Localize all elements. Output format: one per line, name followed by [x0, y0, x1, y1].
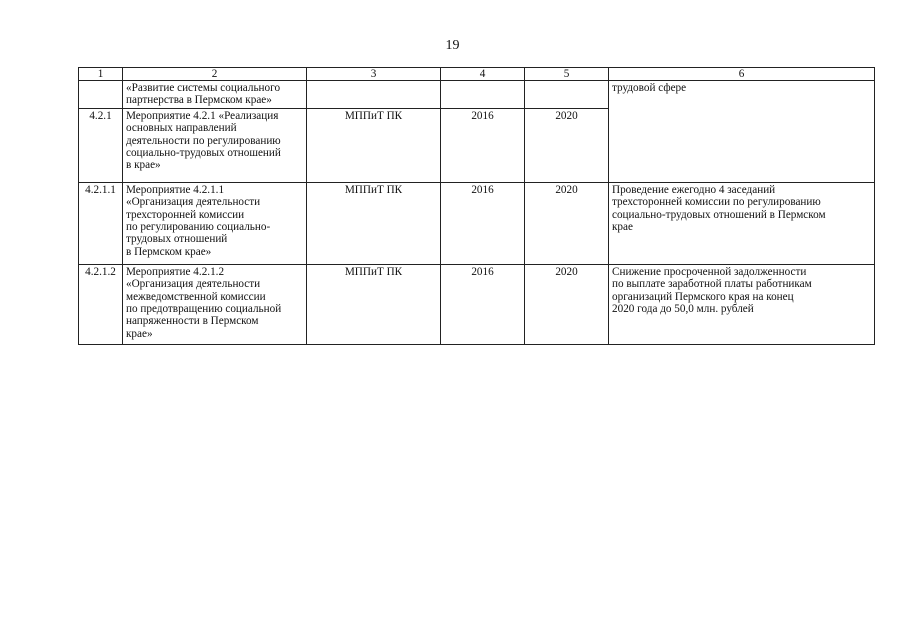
activity-name-line: Мероприятие 4.2.1 «Реализация — [126, 109, 279, 122]
end-year-cell: 2020 — [525, 264, 609, 344]
result-cell — [609, 81, 875, 109]
result-line: социально-трудовых отношений в Пермском — [612, 208, 826, 221]
start-year-cell — [441, 81, 525, 109]
header-cell: 2 — [123, 68, 307, 81]
row-number-cell — [79, 81, 123, 109]
table-header-row — [79, 68, 875, 81]
activity-name-line: Мероприятие 4.2.1.2 — [126, 265, 225, 278]
activity-name-line: по предотвращению социальной — [126, 303, 282, 316]
result-cell — [609, 108, 875, 182]
activity-name-line: крае» — [126, 327, 153, 340]
result-line: трехсторонней комиссии по регулированию — [612, 196, 821, 209]
result-line: Проведение ежегодно 4 заседаний — [612, 183, 776, 196]
activity-name-line: «Организация деятельности — [126, 196, 261, 209]
result-line: Снижение просроченной задолженности — [612, 265, 807, 278]
result-line: 2020 года до 50,0 млн. рублей — [612, 303, 754, 316]
activity-name-line: «Организация деятельности — [126, 278, 261, 291]
result-line: трудовой сфере — [612, 82, 687, 94]
activity-name-line: напряженности в Пермском — [126, 315, 259, 328]
executor-cell — [307, 81, 441, 109]
activity-name-line: трудовых отношений — [126, 233, 228, 246]
activity-name-cell — [123, 108, 307, 182]
activity-name-line: социально-трудовых отношений — [126, 147, 281, 160]
table-row — [79, 264, 875, 344]
activity-name-line: «Развитие системы социального — [126, 82, 281, 94]
row-number-cell: 4.2.1 — [79, 108, 123, 182]
activity-name-line: Мероприятие 4.2.1.1 — [126, 183, 225, 196]
activity-name-line: основных направлений — [126, 122, 237, 135]
start-year-cell: 2016 — [441, 182, 525, 264]
executor-cell: МППиТ ПК — [307, 182, 441, 264]
end-year-cell — [525, 81, 609, 109]
header-cell: 6 — [609, 68, 875, 81]
page-number: 19 — [445, 38, 460, 53]
activity-name-cell — [123, 81, 307, 109]
activity-name-line: межведомственной комиссии — [126, 290, 266, 303]
activity-name-line: по регулированию социально- — [126, 221, 271, 234]
header-cell: 5 — [525, 68, 609, 81]
table-row — [79, 81, 875, 109]
header-cell: 1 — [79, 68, 123, 81]
program-table — [78, 67, 875, 345]
activity-name-line: трехсторонней комиссии — [126, 208, 245, 221]
row-number-cell: 4.2.1.2 — [79, 264, 123, 344]
activity-name-line: в Пермском крае» — [126, 245, 212, 258]
result-line: по выплате заработной платы работникам — [612, 278, 812, 291]
result-cell — [609, 264, 875, 344]
activity-name-cell — [123, 182, 307, 264]
end-year-cell: 2020 — [525, 108, 609, 182]
executor-cell: МППиТ ПК — [307, 264, 441, 344]
end-year-cell: 2020 — [525, 182, 609, 264]
result-line: организаций Пермского края на конец — [612, 290, 794, 303]
row-number-cell: 4.2.1.1 — [79, 182, 123, 264]
table-row — [79, 182, 875, 264]
header-cell: 4 — [441, 68, 525, 81]
activity-name-cell — [123, 264, 307, 344]
start-year-cell: 2016 — [441, 264, 525, 344]
header-cell: 3 — [307, 68, 441, 81]
result-line: крае — [612, 221, 633, 234]
activity-name-line: в крае» — [126, 159, 161, 172]
activity-name-line: деятельности по регулированию — [126, 134, 281, 147]
activity-name-line: партнерства в Пермском крае» — [126, 94, 272, 107]
table-row — [79, 108, 875, 182]
result-cell — [609, 182, 875, 264]
executor-cell: МППиТ ПК — [307, 108, 441, 182]
start-year-cell: 2016 — [441, 108, 525, 182]
